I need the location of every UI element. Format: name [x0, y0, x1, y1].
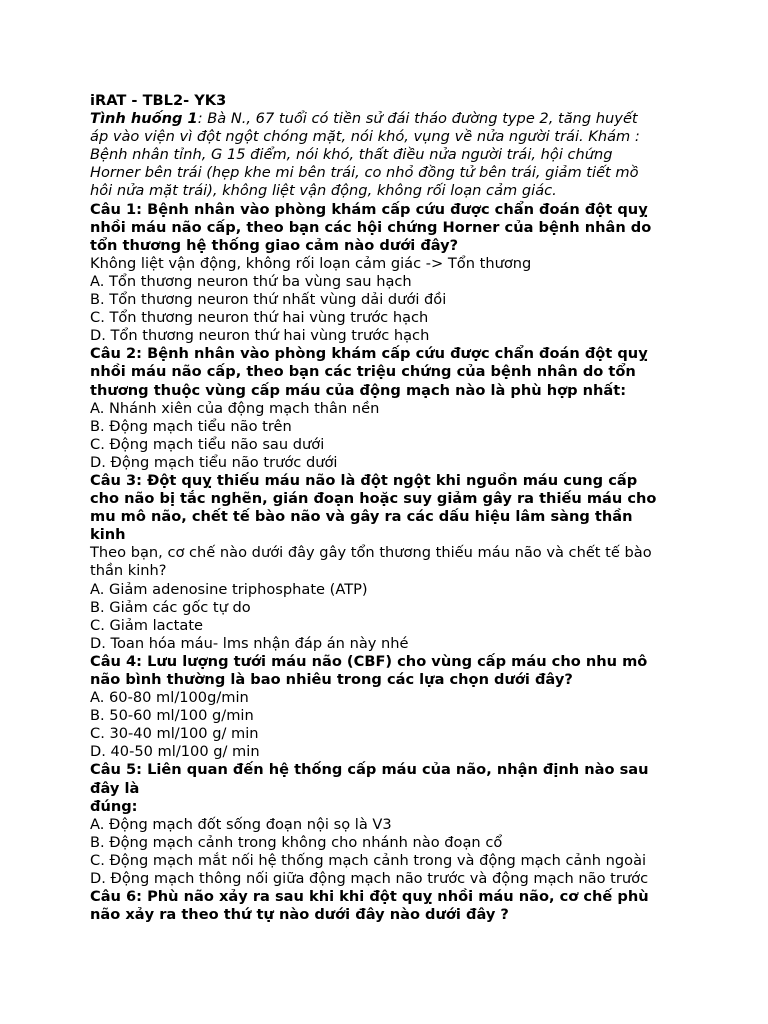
answer-option-b: B. 50-60 ml/100 g/min [90, 707, 254, 725]
question-stem: não bình thường là bao nhiêu trong các lựa chọn dưới đây? [90, 671, 573, 688]
document-page [90, 92, 690, 924]
question-1 [90, 201, 690, 346]
question-3 [90, 472, 690, 653]
question-stem: Câu 4: Lưu lượng tưới máu não (CBF) cho vùng cấp máu cho nhu mô [90, 652, 648, 670]
answer-option-a: A. Động mạch đốt sống đoạn nội sọ là V3 [90, 815, 392, 833]
question-stem: tổn thương hệ thống giao cảm nào dưới đây? [90, 236, 459, 254]
answer-option-c: C. Tổn thương neuron thứ hai vùng trước hạch [90, 309, 429, 327]
question-stem: Câu 6: Phù não xảy ra sau khi khi đột quỵ nhồi máu não, cơ chế phù [90, 888, 649, 906]
answer-option-d: D. Toan hóa máu- lms nhận đáp án này nhé [90, 634, 409, 652]
case-text-line: Horner bên trái (hẹp khe mi bên trái, co nhỏ đồng tử bên trái, giảm tiết mồ [90, 164, 639, 182]
answer-option-d: D. Động mạch tiểu não trước dưới [90, 453, 338, 471]
answer-option-b: B. Tổn thương neuron thứ nhất vùng dải dưới đồi [90, 291, 447, 309]
question-4 [90, 653, 690, 762]
question-5 [90, 761, 690, 888]
answer-option-c: C. Động mạch tiểu não sau dưới [90, 435, 325, 453]
question-note: Không liệt vận động, không rối loạn cảm giác -> Tổn thương [90, 254, 532, 272]
question-stem: Câu 1: Bệnh nhân vào phòng khám cấp cứu được chẩn đoán đột quỵ [90, 200, 648, 218]
answer-option-a: A. Giảm adenosine triphosphate (ATP) [90, 580, 368, 598]
question-stem: mu mô não, chết tế bào não và gây ra các dấu hiệu lâm sàng thần [90, 508, 633, 526]
question-stem: Câu 2: Bệnh nhân vào phòng khám cấp cứu được chẩn đoán đột quỵ [90, 345, 648, 363]
case-text-line: : Bà N., 67 tuổi có tiền sử đái tháo đường type 2, tăng huyết [197, 110, 638, 128]
answer-option-c: C. Giảm lactate [90, 616, 204, 634]
question-stem: đúng: [90, 797, 138, 815]
question-note: Theo bạn, cơ chế nào dưới đây gây tổn thương thiếu máu não và chết tế bào [90, 544, 652, 562]
answer-option-c: C. Động mạch mắt nối hệ thống mạch cảnh trong và động mạch cảnh ngoài [90, 851, 647, 869]
answer-option-d: D. 40-50 ml/100 g/ min [90, 743, 260, 761]
case-scenario [90, 110, 690, 200]
question-2 [90, 345, 690, 472]
case-text-line: áp vào viện vì đột ngột chóng mặt, nói khó, vụng về nửa người trái. Khám : [90, 128, 640, 146]
case-label: Tình huống 1 [90, 110, 198, 128]
question-stem: Câu 3: Đột quỵ thiếu máu não là đột ngột khi nguồn máu cung cấp [90, 471, 638, 489]
answer-option-a: A. Tổn thương neuron thứ ba vùng sau hạch [90, 272, 412, 290]
answer-option-d: D. Tổn thương neuron thứ hai vùng trước hạch [90, 327, 430, 345]
case-text-line: Bệnh nhân tỉnh, G 15 điểm, nói khó, thất điều nửa người trái, hội chứng [90, 146, 613, 164]
question-stem: đây là [90, 779, 140, 797]
question-note: thần kinh? [90, 562, 167, 580]
answer-option-b: B. Động mạch tiểu não trên [90, 417, 292, 435]
question-stem: Câu 5: Liên quan đến hệ thống cấp máu của não, nhận định nào sau [90, 761, 649, 779]
question-stem: nhồi máu não cấp, theo bạn các hội chứng Horner của bệnh nhân do [90, 218, 652, 236]
answer-option-d: D. Động mạch thông nối giữa động mạch não trước và động mạch não trước [90, 870, 649, 888]
question-stem: kinh [90, 526, 126, 544]
question-stem: thương thuộc vùng cấp máu của động mạch nào là phù hợp nhất: [90, 381, 627, 399]
question-stem: não xảy ra theo thứ tự nào dưới đây nào dưới đây ? [90, 906, 509, 924]
answer-option-a: A. Nhánh xiên của động mạch thân nền [90, 399, 380, 417]
question-stem: nhồi máu não cấp, theo bạn các triệu chứng của bệnh nhân do tổn [90, 363, 636, 381]
answer-option-b: B. Giảm các gốc tự do [90, 598, 251, 616]
answer-option-c: C. 30-40 ml/100 g/ min [90, 725, 259, 743]
answer-option-b: B. Động mạch cảnh trong không cho nhánh nào đoạn cổ [90, 833, 503, 851]
question-stem: cho não bị tắc nghẽn, gián đoạn hoặc suy giảm gây ra thiếu máu cho [90, 490, 657, 508]
document-title: iRAT - TBL2- YK3 [90, 92, 227, 109]
answer-option-a: A. 60-80 ml/100g/min [90, 689, 249, 707]
case-text-line: hôi nửa mặt trái), không liệt vận động, không rối loạn cảm giác. [90, 182, 557, 200]
question-6 [90, 888, 690, 924]
